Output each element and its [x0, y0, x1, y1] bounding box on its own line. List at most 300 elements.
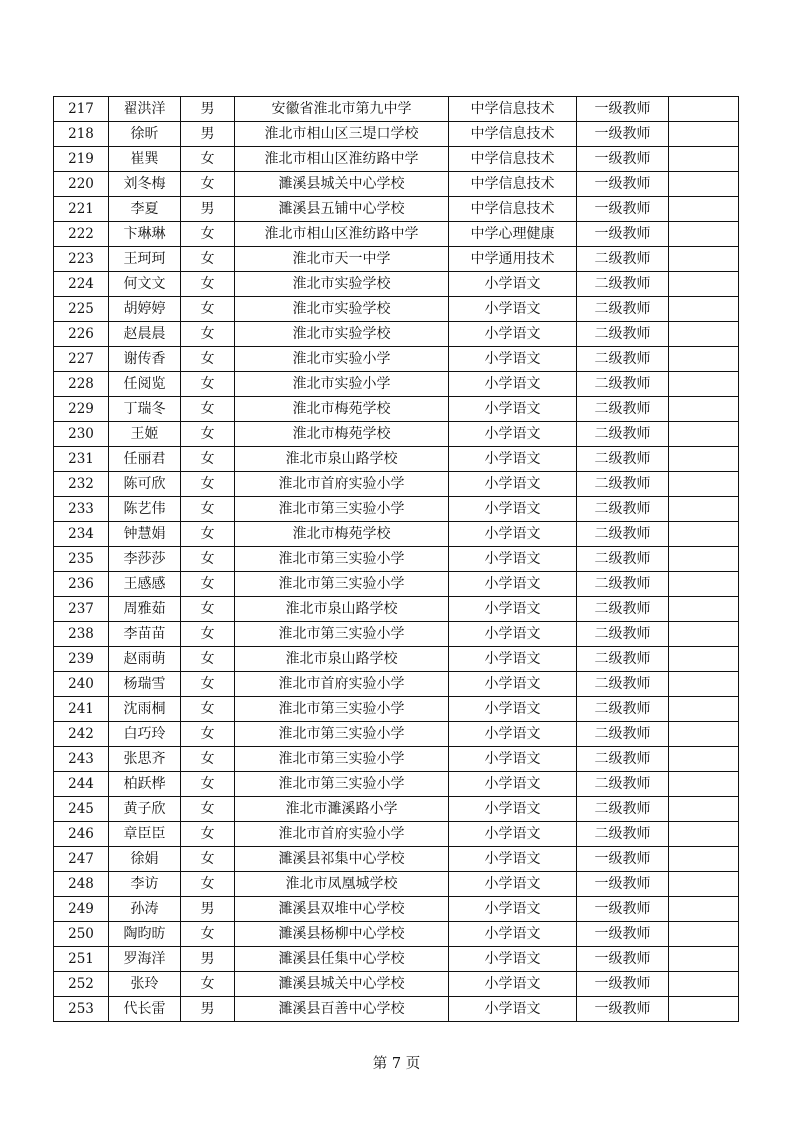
roster-table	[53, 96, 739, 1022]
table-row	[54, 972, 739, 997]
cell-school-name: 濉溪县任集中心学校	[235, 947, 449, 972]
cell-row-number: 250	[54, 922, 109, 947]
cell-teacher-name: 何文文	[109, 272, 181, 297]
cell-title-level: 二级教师	[577, 647, 669, 672]
cell-gender: 女	[181, 597, 235, 622]
cell-remarks	[669, 647, 739, 672]
cell-school-name: 淮北市实验学校	[235, 272, 449, 297]
cell-gender: 女	[181, 822, 235, 847]
cell-subject: 中学信息技术	[449, 147, 577, 172]
cell-row-number: 236	[54, 572, 109, 597]
cell-remarks	[669, 97, 739, 122]
cell-teacher-name: 赵雨萌	[109, 647, 181, 672]
table-row	[54, 922, 739, 947]
cell-title-level: 一级教师	[577, 947, 669, 972]
cell-school-name: 安徽省淮北市第九中学	[235, 97, 449, 122]
cell-row-number: 228	[54, 372, 109, 397]
cell-remarks	[669, 272, 739, 297]
cell-teacher-name: 翟洪洋	[109, 97, 181, 122]
cell-row-number: 237	[54, 597, 109, 622]
cell-title-level: 一级教师	[577, 972, 669, 997]
cell-teacher-name: 代长雷	[109, 997, 181, 1022]
cell-remarks	[669, 747, 739, 772]
cell-teacher-name: 陈可欣	[109, 472, 181, 497]
cell-title-level: 二级教师	[577, 572, 669, 597]
cell-subject: 小学语文	[449, 347, 577, 372]
cell-teacher-name: 谢传香	[109, 347, 181, 372]
cell-teacher-name: 任阅览	[109, 372, 181, 397]
table-row	[54, 322, 739, 347]
cell-gender: 女	[181, 247, 235, 272]
cell-school-name: 淮北市第三实验小学	[235, 547, 449, 572]
page-footer	[0, 1052, 793, 1073]
cell-teacher-name: 胡婷婷	[109, 297, 181, 322]
cell-gender: 男	[181, 122, 235, 147]
cell-teacher-name: 李莎莎	[109, 547, 181, 572]
cell-gender: 女	[181, 847, 235, 872]
cell-school-name: 濉溪县祁集中心学校	[235, 847, 449, 872]
table-row	[54, 122, 739, 147]
cell-gender: 女	[181, 147, 235, 172]
cell-remarks	[669, 997, 739, 1022]
cell-school-name: 淮北市相山区三堤口学校	[235, 122, 449, 147]
cell-school-name: 淮北市凤凰城学校	[235, 872, 449, 897]
cell-remarks	[669, 597, 739, 622]
table-row	[54, 522, 739, 547]
cell-row-number: 230	[54, 422, 109, 447]
cell-title-level: 一级教师	[577, 197, 669, 222]
cell-subject: 小学语文	[449, 647, 577, 672]
cell-remarks	[669, 297, 739, 322]
cell-school-name: 淮北市相山区淮纺路中学	[235, 222, 449, 247]
cell-gender: 女	[181, 572, 235, 597]
cell-teacher-name: 李夏	[109, 197, 181, 222]
cell-title-level: 二级教师	[577, 622, 669, 647]
cell-subject: 中学信息技术	[449, 97, 577, 122]
cell-title-level: 二级教师	[577, 522, 669, 547]
cell-gender: 女	[181, 647, 235, 672]
cell-school-name: 淮北市第三实验小学	[235, 747, 449, 772]
cell-remarks	[669, 197, 739, 222]
cell-gender: 女	[181, 447, 235, 472]
cell-title-level: 二级教师	[577, 272, 669, 297]
cell-title-level: 二级教师	[577, 372, 669, 397]
cell-gender: 女	[181, 672, 235, 697]
cell-subject: 中学心理健康	[449, 222, 577, 247]
table-row	[54, 222, 739, 247]
cell-subject: 中学信息技术	[449, 122, 577, 147]
cell-row-number: 223	[54, 247, 109, 272]
cell-title-level: 二级教师	[577, 497, 669, 522]
cell-title-level: 一级教师	[577, 922, 669, 947]
cell-teacher-name: 王珂珂	[109, 247, 181, 272]
cell-subject: 小学语文	[449, 522, 577, 547]
cell-school-name: 淮北市实验学校	[235, 322, 449, 347]
cell-gender: 女	[181, 922, 235, 947]
cell-title-level: 二级教师	[577, 422, 669, 447]
cell-gender: 女	[181, 397, 235, 422]
cell-row-number: 248	[54, 872, 109, 897]
cell-remarks	[669, 147, 739, 172]
cell-teacher-name: 孙涛	[109, 897, 181, 922]
table-row	[54, 747, 739, 772]
table-row	[54, 847, 739, 872]
cell-remarks	[669, 722, 739, 747]
cell-subject: 小学语文	[449, 472, 577, 497]
table-row	[54, 872, 739, 897]
cell-subject: 小学语文	[449, 747, 577, 772]
cell-remarks	[669, 422, 739, 447]
table-row	[54, 272, 739, 297]
cell-gender: 女	[181, 972, 235, 997]
table-row	[54, 197, 739, 222]
cell-school-name: 淮北市实验学校	[235, 297, 449, 322]
cell-remarks	[669, 572, 739, 597]
cell-subject: 小学语文	[449, 272, 577, 297]
cell-school-name: 淮北市实验小学	[235, 372, 449, 397]
cell-subject: 小学语文	[449, 372, 577, 397]
cell-subject: 小学语文	[449, 972, 577, 997]
cell-teacher-name: 沈雨桐	[109, 697, 181, 722]
cell-school-name: 淮北市梅苑学校	[235, 522, 449, 547]
cell-title-level: 二级教师	[577, 297, 669, 322]
cell-subject: 小学语文	[449, 697, 577, 722]
cell-row-number: 245	[54, 797, 109, 822]
cell-remarks	[669, 672, 739, 697]
cell-row-number: 217	[54, 97, 109, 122]
table-row	[54, 622, 739, 647]
cell-title-level: 一级教师	[577, 897, 669, 922]
cell-title-level: 一级教师	[577, 147, 669, 172]
cell-row-number: 224	[54, 272, 109, 297]
cell-title-level: 二级教师	[577, 472, 669, 497]
cell-row-number: 231	[54, 447, 109, 472]
cell-subject: 小学语文	[449, 722, 577, 747]
roster-body	[54, 97, 739, 1022]
cell-gender: 女	[181, 472, 235, 497]
table-row	[54, 172, 739, 197]
cell-teacher-name: 李苗苗	[109, 622, 181, 647]
cell-row-number: 241	[54, 697, 109, 722]
table-row	[54, 772, 739, 797]
table-row	[54, 997, 739, 1022]
cell-row-number: 246	[54, 822, 109, 847]
cell-school-name: 淮北市相山区淮纺路中学	[235, 147, 449, 172]
table-row	[54, 347, 739, 372]
cell-remarks	[669, 972, 739, 997]
cell-row-number: 242	[54, 722, 109, 747]
cell-title-level: 一级教师	[577, 872, 669, 897]
cell-remarks	[669, 772, 739, 797]
cell-gender: 女	[181, 697, 235, 722]
cell-gender: 男	[181, 997, 235, 1022]
cell-subject: 小学语文	[449, 947, 577, 972]
cell-row-number: 244	[54, 772, 109, 797]
table-row	[54, 947, 739, 972]
cell-row-number: 222	[54, 222, 109, 247]
cell-subject: 小学语文	[449, 847, 577, 872]
cell-teacher-name: 徐娟	[109, 847, 181, 872]
cell-teacher-name: 徐昕	[109, 122, 181, 147]
cell-school-name: 淮北市首府实验小学	[235, 672, 449, 697]
cell-teacher-name: 王姬	[109, 422, 181, 447]
cell-title-level: 二级教师	[577, 772, 669, 797]
cell-remarks	[669, 322, 739, 347]
cell-teacher-name: 周雅茹	[109, 597, 181, 622]
cell-teacher-name: 张思齐	[109, 747, 181, 772]
cell-title-level: 二级教师	[577, 247, 669, 272]
cell-school-name: 淮北市濉溪路小学	[235, 797, 449, 822]
cell-remarks	[669, 622, 739, 647]
cell-title-level: 二级教师	[577, 672, 669, 697]
cell-teacher-name: 李访	[109, 872, 181, 897]
cell-teacher-name: 任丽君	[109, 447, 181, 472]
cell-subject: 小学语文	[449, 822, 577, 847]
cell-row-number: 232	[54, 472, 109, 497]
cell-gender: 女	[181, 872, 235, 897]
cell-row-number: 226	[54, 322, 109, 347]
cell-subject: 小学语文	[449, 597, 577, 622]
cell-row-number: 219	[54, 147, 109, 172]
table-row	[54, 397, 739, 422]
table-row	[54, 697, 739, 722]
cell-title-level: 二级教师	[577, 347, 669, 372]
table-row	[54, 422, 739, 447]
table-row	[54, 97, 739, 122]
cell-gender: 女	[181, 272, 235, 297]
cell-gender: 女	[181, 747, 235, 772]
cell-title-level: 二级教师	[577, 697, 669, 722]
cell-row-number: 221	[54, 197, 109, 222]
cell-row-number: 239	[54, 647, 109, 672]
cell-remarks	[669, 247, 739, 272]
cell-row-number: 247	[54, 847, 109, 872]
table-row	[54, 247, 739, 272]
cell-school-name: 濉溪县百善中心学校	[235, 997, 449, 1022]
cell-row-number: 243	[54, 747, 109, 772]
cell-remarks	[669, 347, 739, 372]
table-row	[54, 147, 739, 172]
cell-subject: 中学通用技术	[449, 247, 577, 272]
cell-remarks	[669, 847, 739, 872]
table-row	[54, 722, 739, 747]
cell-gender: 女	[181, 522, 235, 547]
cell-school-name: 濉溪县城关中心学校	[235, 172, 449, 197]
table-row	[54, 547, 739, 572]
cell-subject: 小学语文	[449, 922, 577, 947]
cell-school-name: 淮北市首府实验小学	[235, 472, 449, 497]
cell-title-level: 一级教师	[577, 997, 669, 1022]
cell-teacher-name: 崔巽	[109, 147, 181, 172]
cell-subject: 小学语文	[449, 897, 577, 922]
cell-row-number: 238	[54, 622, 109, 647]
table-row	[54, 297, 739, 322]
cell-remarks	[669, 822, 739, 847]
cell-title-level: 二级教师	[577, 547, 669, 572]
cell-gender: 女	[181, 372, 235, 397]
cell-gender: 女	[181, 422, 235, 447]
cell-teacher-name: 白巧玲	[109, 722, 181, 747]
cell-subject: 小学语文	[449, 397, 577, 422]
cell-school-name: 淮北市第三实验小学	[235, 722, 449, 747]
cell-teacher-name: 柏跃桦	[109, 772, 181, 797]
cell-school-name: 淮北市第三实验小学	[235, 772, 449, 797]
cell-title-level: 二级教师	[577, 747, 669, 772]
cell-subject: 小学语文	[449, 997, 577, 1022]
table-row	[54, 447, 739, 472]
cell-remarks	[669, 922, 739, 947]
cell-school-name: 淮北市第三实验小学	[235, 572, 449, 597]
cell-row-number: 218	[54, 122, 109, 147]
cell-teacher-name: 黄子欣	[109, 797, 181, 822]
cell-subject: 小学语文	[449, 572, 577, 597]
cell-row-number: 229	[54, 397, 109, 422]
cell-row-number: 225	[54, 297, 109, 322]
cell-gender: 男	[181, 947, 235, 972]
cell-remarks	[669, 547, 739, 572]
cell-gender: 男	[181, 197, 235, 222]
table-row	[54, 572, 739, 597]
cell-title-level: 二级教师	[577, 597, 669, 622]
cell-school-name: 淮北市第三实验小学	[235, 497, 449, 522]
table-row	[54, 897, 739, 922]
cell-gender: 女	[181, 322, 235, 347]
cell-subject: 小学语文	[449, 547, 577, 572]
cell-subject: 中学信息技术	[449, 197, 577, 222]
cell-teacher-name: 钟慧娟	[109, 522, 181, 547]
cell-school-name: 淮北市泉山路学校	[235, 447, 449, 472]
cell-school-name: 濉溪县杨柳中心学校	[235, 922, 449, 947]
table-row	[54, 647, 739, 672]
cell-teacher-name: 丁瑞冬	[109, 397, 181, 422]
cell-school-name: 淮北市天一中学	[235, 247, 449, 272]
cell-row-number: 220	[54, 172, 109, 197]
cell-gender: 女	[181, 547, 235, 572]
cell-school-name: 淮北市第三实验小学	[235, 697, 449, 722]
cell-remarks	[669, 222, 739, 247]
cell-row-number: 227	[54, 347, 109, 372]
cell-title-level: 一级教师	[577, 97, 669, 122]
cell-row-number: 252	[54, 972, 109, 997]
cell-gender: 男	[181, 897, 235, 922]
cell-school-name: 淮北市泉山路学校	[235, 647, 449, 672]
cell-remarks	[669, 797, 739, 822]
page-number: 第 7 页	[372, 1056, 421, 1072]
cell-school-name: 淮北市梅苑学校	[235, 422, 449, 447]
cell-school-name: 濉溪县五铺中心学校	[235, 197, 449, 222]
cell-school-name: 濉溪县双堆中心学校	[235, 897, 449, 922]
cell-remarks	[669, 947, 739, 972]
cell-subject: 小学语文	[449, 447, 577, 472]
cell-gender: 女	[181, 297, 235, 322]
cell-title-level: 一级教师	[577, 847, 669, 872]
cell-teacher-name: 杨瑞雪	[109, 672, 181, 697]
cell-gender: 女	[181, 722, 235, 747]
cell-subject: 小学语文	[449, 797, 577, 822]
table-row	[54, 797, 739, 822]
table-row	[54, 672, 739, 697]
cell-row-number: 240	[54, 672, 109, 697]
cell-subject: 中学信息技术	[449, 172, 577, 197]
cell-teacher-name: 陈艺伟	[109, 497, 181, 522]
cell-school-name: 淮北市第三实验小学	[235, 622, 449, 647]
table-row	[54, 472, 739, 497]
cell-title-level: 二级教师	[577, 822, 669, 847]
cell-remarks	[669, 897, 739, 922]
cell-remarks	[669, 372, 739, 397]
cell-gender: 女	[181, 622, 235, 647]
cell-title-level: 一级教师	[577, 222, 669, 247]
cell-subject: 小学语文	[449, 297, 577, 322]
cell-row-number: 251	[54, 947, 109, 972]
cell-subject: 小学语文	[449, 672, 577, 697]
cell-row-number: 249	[54, 897, 109, 922]
cell-teacher-name: 陶昀昉	[109, 922, 181, 947]
cell-teacher-name: 卞琳琳	[109, 222, 181, 247]
table-row	[54, 372, 739, 397]
cell-gender: 女	[181, 172, 235, 197]
cell-school-name: 濉溪县城关中心学校	[235, 972, 449, 997]
cell-remarks	[669, 522, 739, 547]
cell-subject: 小学语文	[449, 872, 577, 897]
cell-remarks	[669, 872, 739, 897]
cell-title-level: 一级教师	[577, 172, 669, 197]
cell-gender: 男	[181, 97, 235, 122]
cell-subject: 小学语文	[449, 772, 577, 797]
cell-gender: 女	[181, 497, 235, 522]
cell-subject: 小学语文	[449, 322, 577, 347]
table-row	[54, 497, 739, 522]
cell-row-number: 235	[54, 547, 109, 572]
cell-teacher-name: 赵晨晨	[109, 322, 181, 347]
cell-gender: 女	[181, 772, 235, 797]
cell-title-level: 一级教师	[577, 122, 669, 147]
cell-subject: 小学语文	[449, 422, 577, 447]
cell-teacher-name: 刘冬梅	[109, 172, 181, 197]
cell-remarks	[669, 472, 739, 497]
cell-school-name: 淮北市首府实验小学	[235, 822, 449, 847]
cell-title-level: 二级教师	[577, 322, 669, 347]
cell-school-name: 淮北市泉山路学校	[235, 597, 449, 622]
cell-teacher-name: 张玲	[109, 972, 181, 997]
cell-title-level: 二级教师	[577, 797, 669, 822]
cell-teacher-name: 罗海洋	[109, 947, 181, 972]
cell-gender: 女	[181, 797, 235, 822]
cell-remarks	[669, 122, 739, 147]
cell-remarks	[669, 497, 739, 522]
cell-title-level: 二级教师	[577, 722, 669, 747]
cell-row-number: 253	[54, 997, 109, 1022]
cell-remarks	[669, 397, 739, 422]
cell-title-level: 二级教师	[577, 447, 669, 472]
table-row	[54, 822, 739, 847]
cell-gender: 女	[181, 347, 235, 372]
cell-gender: 女	[181, 222, 235, 247]
cell-teacher-name: 章臣臣	[109, 822, 181, 847]
cell-remarks	[669, 172, 739, 197]
cell-remarks	[669, 697, 739, 722]
cell-title-level: 二级教师	[577, 397, 669, 422]
cell-school-name: 淮北市实验小学	[235, 347, 449, 372]
cell-row-number: 234	[54, 522, 109, 547]
cell-remarks	[669, 447, 739, 472]
cell-school-name: 淮北市梅苑学校	[235, 397, 449, 422]
cell-teacher-name: 王感感	[109, 572, 181, 597]
cell-subject: 小学语文	[449, 497, 577, 522]
cell-subject: 小学语文	[449, 622, 577, 647]
table-row	[54, 597, 739, 622]
cell-row-number: 233	[54, 497, 109, 522]
